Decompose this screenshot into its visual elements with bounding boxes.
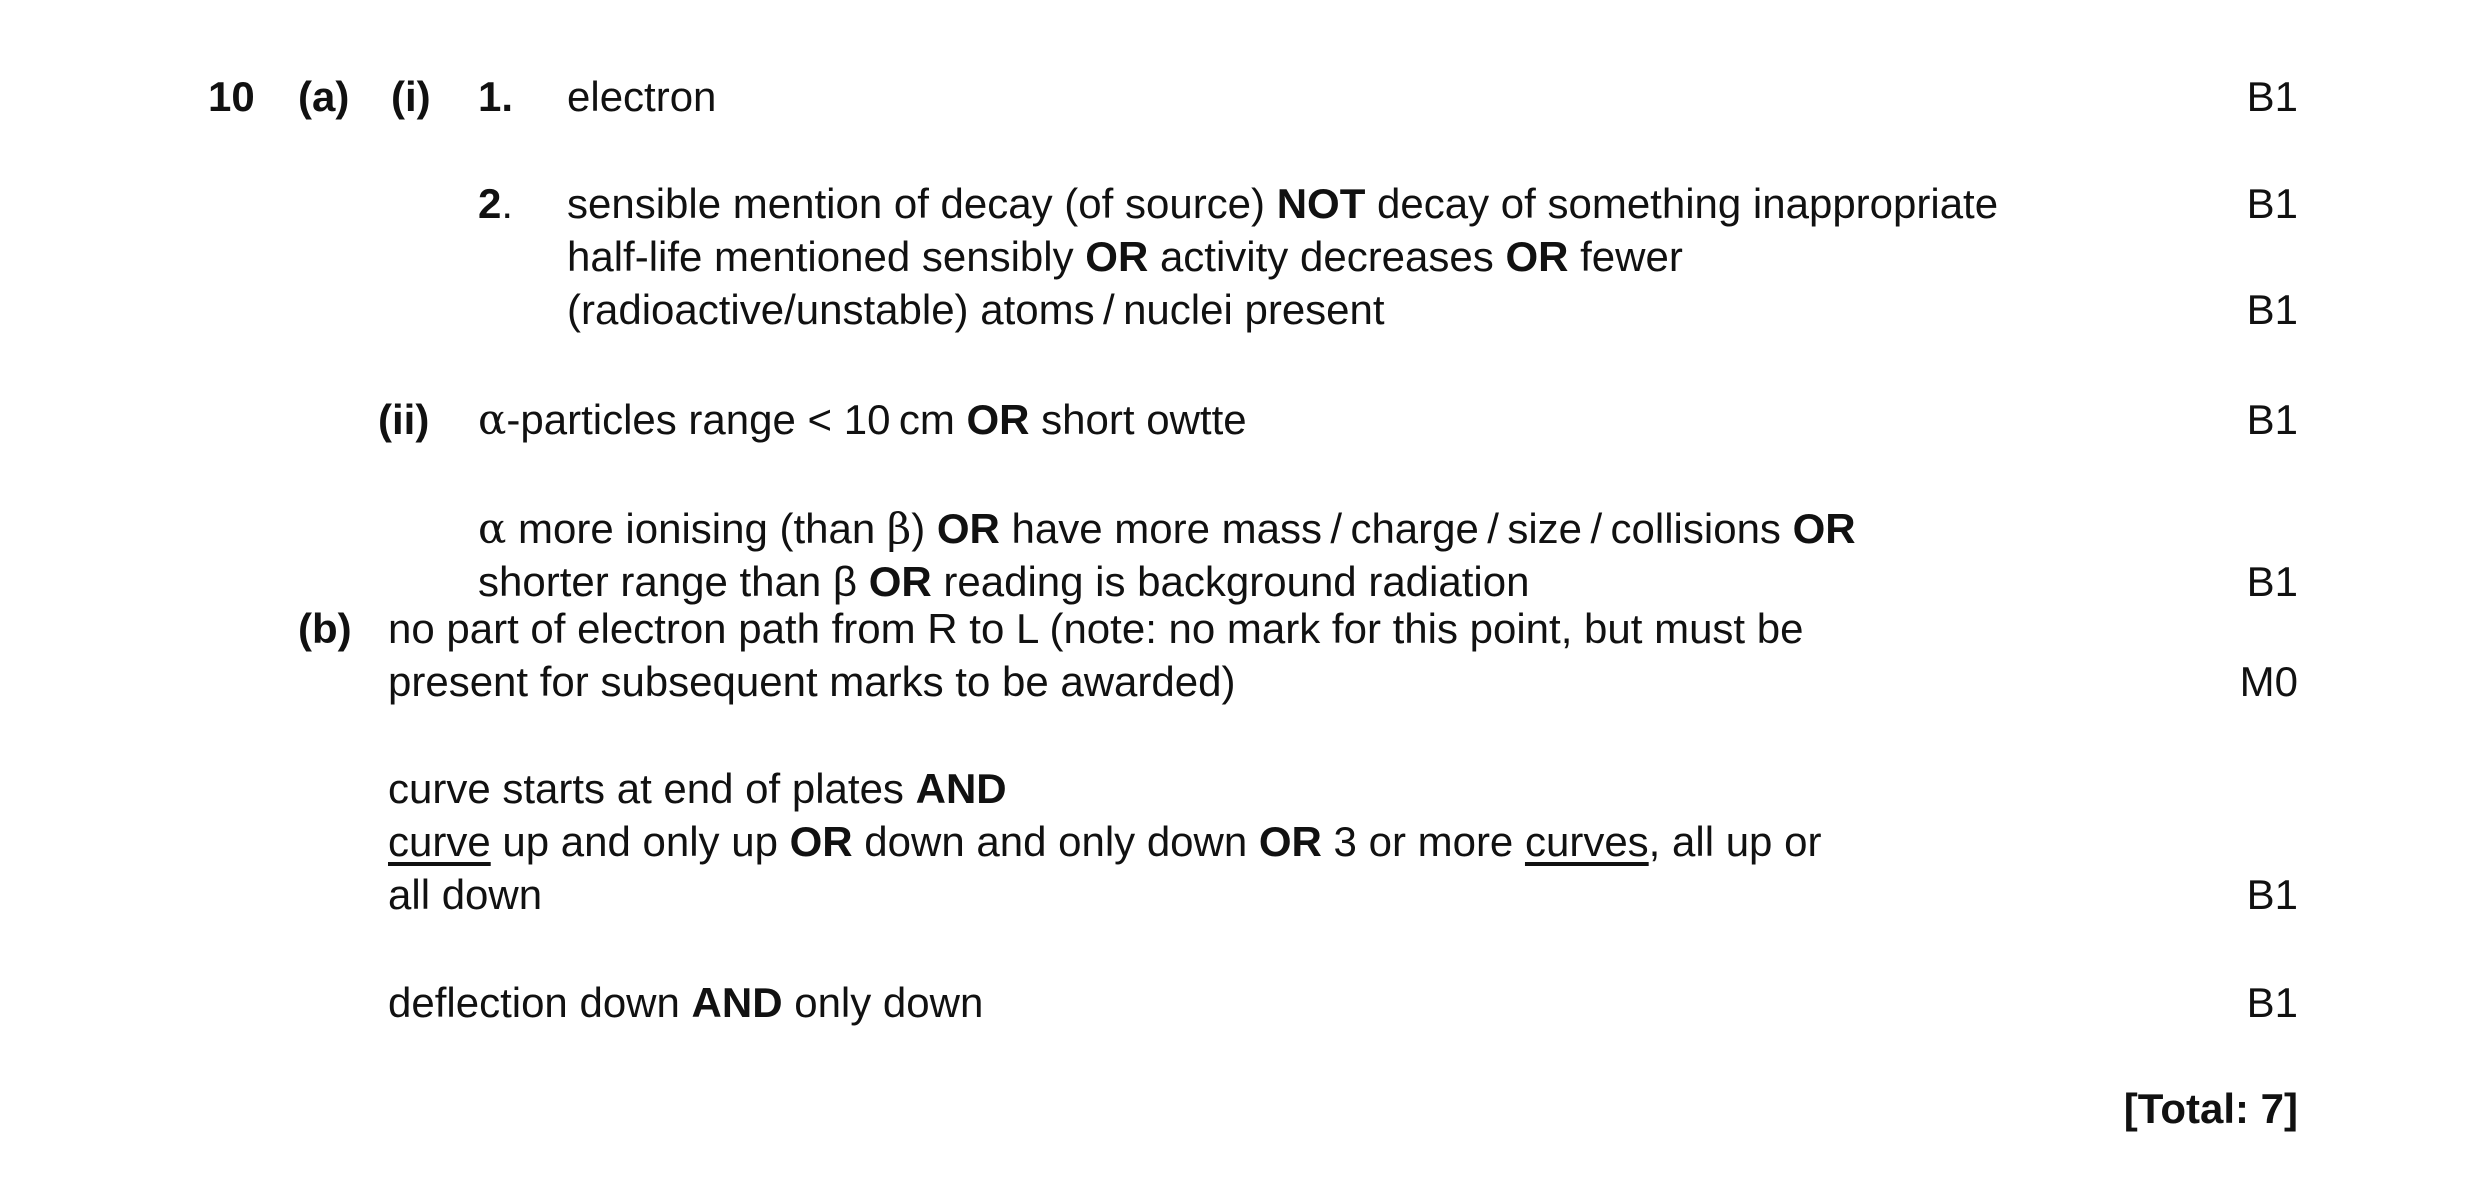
text-segment: short owtte xyxy=(1029,396,1247,443)
text-segment: deflection down xyxy=(388,979,692,1026)
question-number: 10 xyxy=(208,73,255,120)
keyword-or: OR xyxy=(868,558,932,605)
b-line-2: present for subsequent marks to be awarded) xyxy=(388,658,1236,705)
text-segment: down and only down xyxy=(852,818,1259,865)
keyword-or: OR xyxy=(1505,233,1569,280)
item-1-answer: electron xyxy=(567,73,717,120)
text-segment: decay of something inappropriate xyxy=(1365,180,1999,227)
item-2-line-3: (radioactive/unstable) atoms / nuclei present xyxy=(567,286,1385,333)
b-line-6 xyxy=(388,979,984,1026)
keyword-or: OR xyxy=(1085,233,1149,280)
text-segment: ) xyxy=(911,505,937,552)
item-2-number xyxy=(478,180,514,227)
keyword-or: OR xyxy=(789,818,853,865)
keyword-or: OR xyxy=(1792,505,1856,552)
item-2-numeral: 2 xyxy=(478,180,502,227)
mark-a-ii-second: B1 xyxy=(2246,558,2298,605)
alpha-symbol: α xyxy=(478,504,507,553)
text-segment: shorter range than β xyxy=(478,558,869,605)
b-line-5: all down xyxy=(388,871,543,918)
item-2-line-1 xyxy=(567,180,1999,227)
underlined-word: curves xyxy=(1524,818,1649,865)
text-segment: only down xyxy=(782,979,984,1026)
text-segment: half-life mentioned sensibly xyxy=(567,233,1086,280)
a-ii-line-1 xyxy=(478,395,1247,444)
mark-b-second: B1 xyxy=(2246,871,2298,918)
keyword-or: OR xyxy=(966,396,1030,443)
part-b-label: (b) xyxy=(298,605,352,652)
alpha-symbol: α xyxy=(478,395,507,444)
keyword-or: OR xyxy=(1258,818,1322,865)
text-segment: 3 or more xyxy=(1321,818,1525,865)
keyword-not: NOT xyxy=(1276,180,1366,227)
b-line-1: no part of electron path from R to L (note: no mark for this point, but must be xyxy=(388,605,1804,652)
mark-b-third: B1 xyxy=(2246,979,2298,1026)
a-ii-line-2 xyxy=(478,504,1856,553)
text-segment: reading is background radiation xyxy=(931,558,1530,605)
b-line-4 xyxy=(388,818,1822,865)
text-segment: activity decreases xyxy=(1148,233,1506,280)
mark-a-ii-first: B1 xyxy=(2246,396,2298,443)
mark-a-i-2-first: B1 xyxy=(2246,180,2298,227)
a-ii-line-3 xyxy=(478,558,1530,605)
mark-b-first: M0 xyxy=(2239,658,2298,705)
keyword-and: AND xyxy=(691,979,783,1026)
b-line-3 xyxy=(388,765,1007,812)
total-marks: [Total: 7] xyxy=(2123,1085,2298,1132)
part-a-label: (a) xyxy=(298,73,350,120)
part-a-ii-label: (ii) xyxy=(378,396,430,443)
text-segment: have more mass / charge / size / collisions xyxy=(999,505,1793,552)
beta-symbol: β xyxy=(886,504,912,553)
keyword-or: OR xyxy=(936,505,1000,552)
text-segment: , all up or xyxy=(1648,818,1822,865)
text-segment: fewer xyxy=(1568,233,1683,280)
text-segment: sensible mention of decay (of source) xyxy=(567,180,1277,227)
item-2-line-2 xyxy=(567,233,1683,280)
item-1-number: 1. xyxy=(478,73,514,120)
item-2-dot: . xyxy=(501,180,514,227)
mark-a-i-1: B1 xyxy=(2246,73,2298,120)
text-segment: up and only up xyxy=(490,818,790,865)
keyword-and: AND xyxy=(915,765,1007,812)
underlined-word: curve xyxy=(388,818,491,865)
text-segment: curve starts at end of plates xyxy=(388,765,916,812)
mark-a-i-2-second: B1 xyxy=(2246,286,2298,333)
text-segment: -particles range < 10 cm xyxy=(506,396,967,443)
text-segment: more ionising (than xyxy=(506,505,887,552)
part-a-i-label: (i) xyxy=(391,73,431,120)
